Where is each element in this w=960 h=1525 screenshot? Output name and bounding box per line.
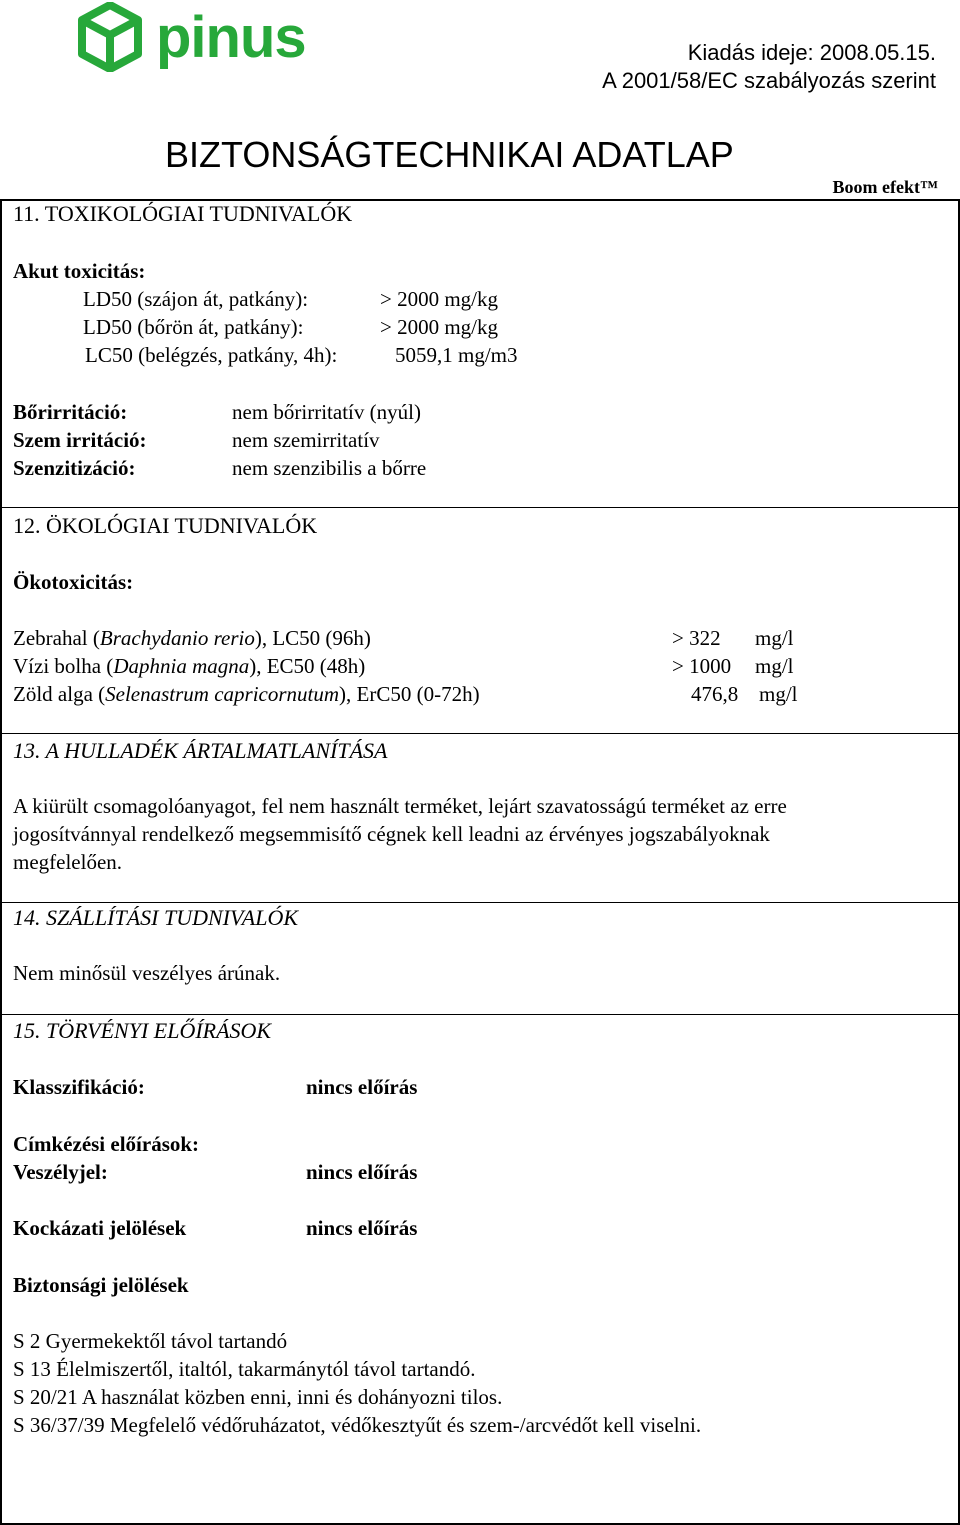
tox-row-label: LD50 (bőrön át, patkány): [83, 315, 304, 339]
regulation-note: A 2001/58/EC szabályozás szerint [602, 68, 936, 93]
irritation-value: nem bőrirritatív (nyúl) [232, 400, 421, 424]
tox-row-value: > 2000 mg/kg [380, 287, 499, 311]
eco-row-unit: mg/l [755, 654, 794, 678]
classification-label: Klasszifikáció: [13, 1075, 145, 1099]
tox-row-value: 5059,1 mg/m3 [395, 343, 518, 367]
content-frame [0, 199, 960, 1525]
labeling-label: Címkézési előírások: [13, 1132, 200, 1156]
tox-row-label: LC50 (belégzés, patkány, 4h): [85, 343, 338, 367]
acute-toxicity-label: Akut toxicitás: [13, 259, 146, 283]
species-name: Selenastrum capricornutum [105, 682, 340, 706]
section-11-title: 11. TOXIKOLÓGIAI TUDNIVALÓK [13, 201, 353, 226]
hazard-symbol-label: Veszélyjel: [13, 1160, 108, 1184]
transport-text: Nem minősül veszélyes árúnak. [13, 961, 281, 985]
eco-row-label: Zebrahal (Brachydanio rerio), LC50 (96h) [13, 626, 371, 650]
section-divider [0, 902, 960, 903]
irritation-label: Bőrirritáció: [13, 400, 128, 424]
risk-phrases-label: Kockázati jelölések [13, 1216, 187, 1240]
section-14-title: 14. SZÁLLÍTÁSI TUDNIVALÓK [13, 905, 299, 930]
eco-row-label: Zöld alga (Selenastrum capricornutum), ErC50 (0-72h) [13, 682, 480, 706]
section-divider [0, 733, 960, 734]
classification-value: nincs előírás [306, 1075, 418, 1099]
document-title: BIZTONSÁGTECHNIKAI ADATLAP [165, 134, 734, 175]
eco-row-unit: mg/l [755, 626, 794, 650]
safety-phrases-label: Biztonsági jelölések [13, 1273, 189, 1297]
ecotoxicity-label: Ökotoxicitás: [13, 570, 134, 594]
disposal-text-line: megfelelően. [13, 850, 123, 874]
eco-row-value: > 1000 [672, 654, 732, 678]
tox-row-label: LD50 (szájon át, patkány): [83, 287, 309, 311]
safety-phrase: S 36/37/39 Megfelelő védőruházatot, védőkesztyűt és szem-/arcvédőt kell viselni. [13, 1413, 702, 1437]
disposal-text-line: A kiürült csomagolóanyagot, fel nem használt terméket, lejárt szavatosságú terméket az erre [13, 794, 787, 818]
issue-date: Kiadás ideje: 2008.05.15. [687, 40, 936, 65]
section-13-title: 13. A HULLADÉK ÁRTALMATLANÍTÁSA [13, 738, 388, 763]
safety-phrase: S 13 Élelmiszertől, italtól, takarmánytól távol tartandó. [13, 1357, 476, 1381]
hazard-symbol-value: nincs előírás [306, 1160, 418, 1184]
logo-text: pinus [156, 5, 306, 70]
risk-phrases-value: nincs előírás [306, 1216, 418, 1240]
species-name: Daphnia magna [113, 654, 250, 678]
irritation-value: nem szenzibilis a bőrre [232, 456, 427, 480]
eco-row-unit: mg/l [759, 682, 798, 706]
irritation-label: Szenzitizáció: [13, 456, 136, 480]
section-15-title: 15. TÖRVÉNYI ELŐÍRÁSOK [13, 1018, 272, 1043]
safety-phrase: S 2 Gyermekektől távol tartandó [13, 1329, 288, 1353]
section-divider [0, 1014, 960, 1015]
irritation-value: nem szemirritatív [232, 428, 380, 452]
eco-row-value: > 322 [672, 626, 721, 650]
eco-row-value: 476,8 [691, 682, 739, 706]
safety-phrase: S 20/21 A használat közben enni, inni és dohányozni tilos. [13, 1385, 503, 1409]
section-12-title: 12. ÖKOLÓGIAI TUDNIVALÓK [13, 513, 318, 538]
eco-row-label: Vízi bolha (Daphnia magna), EC50 (48h) [13, 654, 366, 678]
tox-row-value: > 2000 mg/kg [380, 315, 499, 339]
irritation-label: Szem irritáció: [13, 428, 147, 452]
species-name: Brachydanio rerio [99, 626, 255, 650]
product-name: Boom efekt™ [832, 177, 938, 197]
section-divider [0, 507, 960, 508]
pinus-logo-icon [76, 2, 144, 72]
disposal-text-line: jogosítvánnyal rendelkező megsemmisítő cégnek kell leadni az érvényes jogszabályoknak [13, 822, 770, 846]
